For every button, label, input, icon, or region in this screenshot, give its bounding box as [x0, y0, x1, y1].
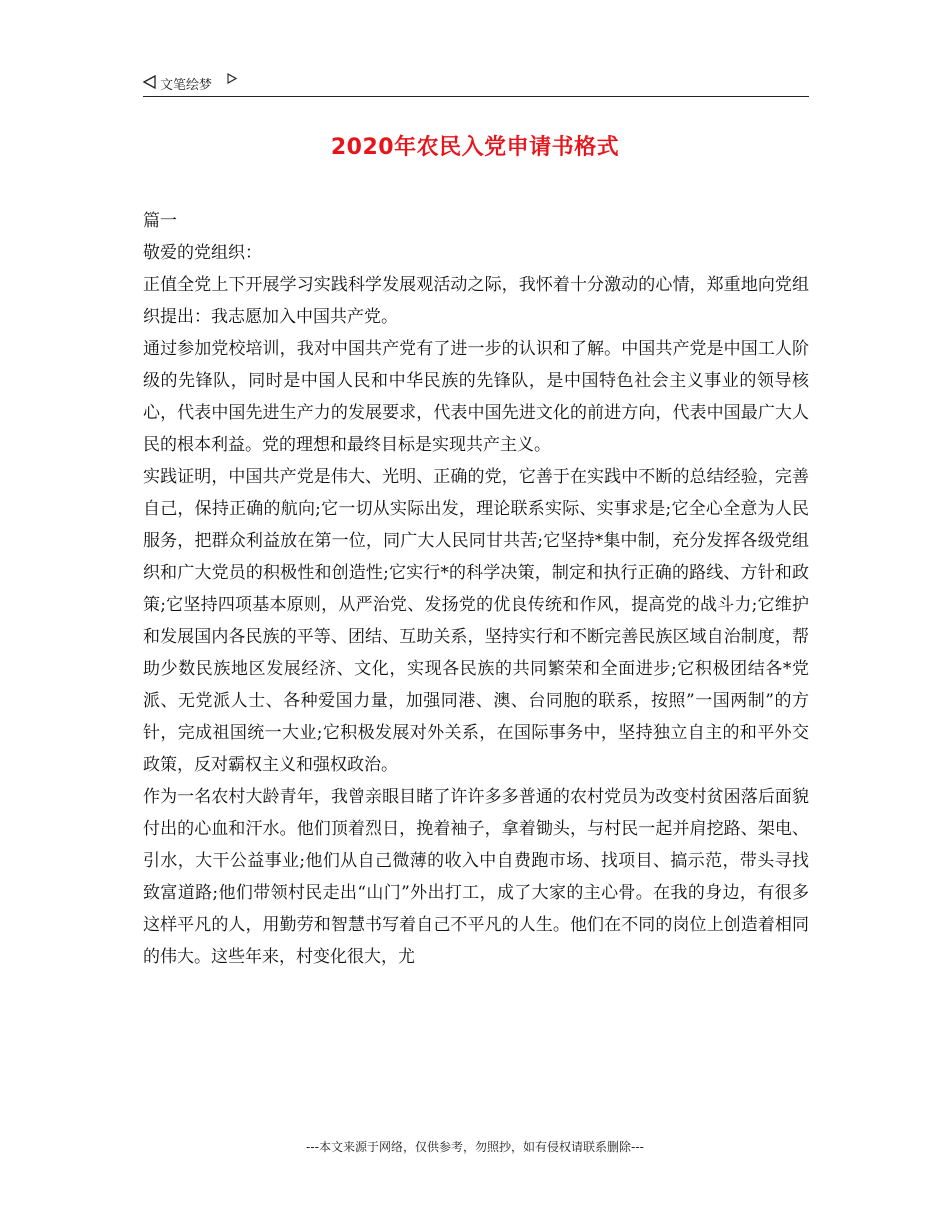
triangle-left-icon [143, 75, 156, 89]
salutation: 敬爱的党组织： [143, 243, 262, 263]
paragraph: 作为一名农村大龄青年，我曾亲眼目睹了许许多多普通的农村党员为改变村贫困落后面貌付出的心血和汗水。他们顶着烈日，挽着袖子，拿着锄头，与村民一起并肩挖路、架电、引水，大干公益事业;他们从自己微薄的收入中自费跑市场、找项目、搞示范，带头寻找致富道路;他们带领村民走出“山门”外出打工，成了大家的主心骨。在我的身边，有很多这样平凡的人，用勤劳和智慧书写着自己不平凡的人生。他们在不同的岗位上创造着相同的伟大。这些年来，村变化很大，尤 [143, 787, 809, 967]
document-title: 2020年农民入党申请书格式 [330, 135, 620, 160]
section-label: 篇一 [143, 211, 177, 231]
page-header [143, 72, 809, 97]
header-brand: 文笔绘梦 [160, 78, 213, 93]
paragraph: 实践证明，中国共产党是伟大、光明、正确的党，它善于在实践中不断的总结经验，完善自己，保持正确的航向;它一切从实际出发，理论联系实际、实事求是;它全心全意为人民服务，把群众利益放在第一位，同广大人民同甘共苦;它坚持*集中制，充分发挥各级党组织和广大党员的积极性和创造性;它实行*的科学决策，制定和执行正确的路线、方针和政策;它坚持四项基本原则，从严治党、发扬党的优良传统和作风，提高党的战斗力;它维护和发展国内各民族的平等、团结、互助关系，坚持实行和不断完善民族区域自治制度，帮助少数民族地区发展经济、文化，实现各民族的共同繁荣和全面进步;它积极团结各*党派、无党派人士、各种爱国力量，加强同港、澳、台同胞的联系，按照”一国两制”的方针，完成祖国统一大业;它积极发展对外关系，在国际事务中，坚持独立自主的和平外交政策，反对霸权主义和强权政治。 [143, 467, 809, 775]
triangle-right-icon [227, 73, 237, 84]
paragraph: 正值全党上下开展学习实践科学发展观活动之际，我怀着十分激动的心情，郑重地向党组织提出：我志愿加入中国共产党。 [143, 275, 809, 327]
page-footer: ---本文来源于网络，仅供参考，勿照抄，如有侵权请联系删除--- [306, 1140, 644, 1154]
paragraph: 通过参加党校培训，我对中国共产党有了进一步的认识和了解。中国共产党是中国工人阶级的先锋队，同时是中国人民和中华民族的先锋队，是中国特色社会主义事业的领导核心，代表中国先进生产力的发展要求，代表中国先进文化的前进方向，代表中国最广大人民的根本利益。党的理想和最终目标是实现共产主义。 [143, 339, 809, 455]
document-body [143, 205, 809, 973]
